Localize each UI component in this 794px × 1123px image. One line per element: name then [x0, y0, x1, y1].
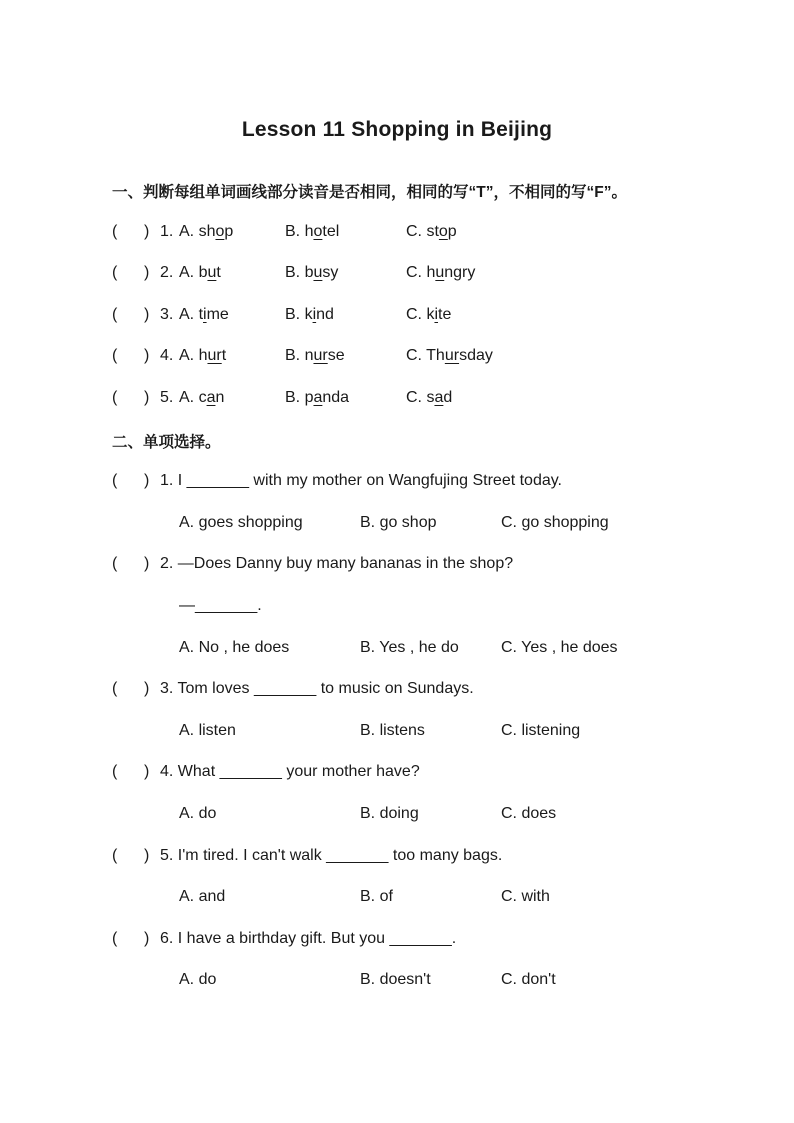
question-stem: 3. Tom loves _______ to music on Sundays.: [160, 680, 474, 697]
answer-blank[interactable]: ( ): [112, 847, 150, 864]
section-1-heading: 一、判断每组单词画线部分读音是否相同，相同的写“T”，不相同的写“F”。: [112, 184, 627, 201]
question-2-answer-line: —_______.: [179, 597, 262, 614]
question-number: 4.: [160, 347, 174, 364]
option-c: C. go shopping: [501, 514, 609, 531]
option-c: C. don't: [501, 971, 556, 988]
question-stem: 1. I _______ with my mother on Wangfujing Street today.: [160, 472, 562, 489]
answer-blank[interactable]: ( ): [112, 347, 150, 364]
section-2-heading: 二、单项选择。: [112, 434, 221, 451]
answer-blank[interactable]: ( ): [112, 389, 150, 406]
option-a: A. shop: [179, 223, 234, 240]
option-b: B. panda: [285, 389, 350, 406]
option-c: C. does: [501, 805, 557, 822]
option-b: B. listens: [360, 722, 425, 739]
option-a: A. listen: [179, 722, 236, 739]
option-a: A. and: [179, 888, 226, 905]
option-b: B. Yes , he do: [360, 639, 459, 656]
option-c: C. with: [501, 888, 550, 905]
option-a: A. hurt: [179, 347, 227, 364]
option-b: B. busy: [285, 264, 339, 281]
option-c: C. stop: [406, 223, 457, 240]
question-number: 2.: [160, 264, 174, 281]
option-a: A. do: [179, 805, 217, 822]
option-c: C. sad: [406, 389, 453, 406]
answer-blank[interactable]: ( ): [112, 223, 150, 240]
option-c: C. Thursday: [406, 347, 493, 364]
question-stem: 2. —Does Danny buy many bananas in the shop?: [160, 555, 514, 572]
option-c: C. hungry: [406, 264, 476, 281]
option-a: A. but: [179, 264, 221, 281]
answer-blank[interactable]: ( ): [112, 264, 150, 281]
option-b: B. doesn't: [360, 971, 431, 988]
question-stem: 4. What _______ your mother have?: [160, 763, 420, 780]
answer-blank[interactable]: ( ): [112, 306, 150, 323]
question-stem: 5. I'm tired. I can't walk _______ too many bags.: [160, 847, 503, 864]
question-number: 1.: [160, 223, 174, 240]
option-c: C. kite: [406, 306, 452, 323]
option-a: A. No , he does: [179, 639, 290, 656]
option-a: A. time: [179, 306, 229, 323]
question-number: 3.: [160, 306, 174, 323]
option-b: B. hotel: [285, 223, 340, 240]
option-b: B. doing: [360, 805, 419, 822]
answer-blank[interactable]: ( ): [112, 763, 150, 780]
answer-blank[interactable]: ( ): [112, 680, 150, 697]
option-b: B. go shop: [360, 514, 437, 531]
answer-blank[interactable]: ( ): [112, 555, 150, 572]
question-stem: 6. I have a birthday gift. But you _______.: [160, 930, 457, 947]
question-number: 5.: [160, 389, 174, 406]
option-c: C. Yes , he does: [501, 639, 618, 656]
answer-blank[interactable]: ( ): [112, 472, 150, 489]
option-a: A. can: [179, 389, 225, 406]
option-b: B. of: [360, 888, 393, 905]
option-c: C. listening: [501, 722, 581, 739]
answer-blank[interactable]: ( ): [112, 930, 150, 947]
option-a: A. goes shopping: [179, 514, 303, 531]
option-b: B. kind: [285, 306, 334, 323]
option-a: A. do: [179, 971, 217, 988]
page-title: Lesson 11 Shopping in Beijing: [241, 118, 553, 141]
option-b: B. nurse: [285, 347, 345, 364]
